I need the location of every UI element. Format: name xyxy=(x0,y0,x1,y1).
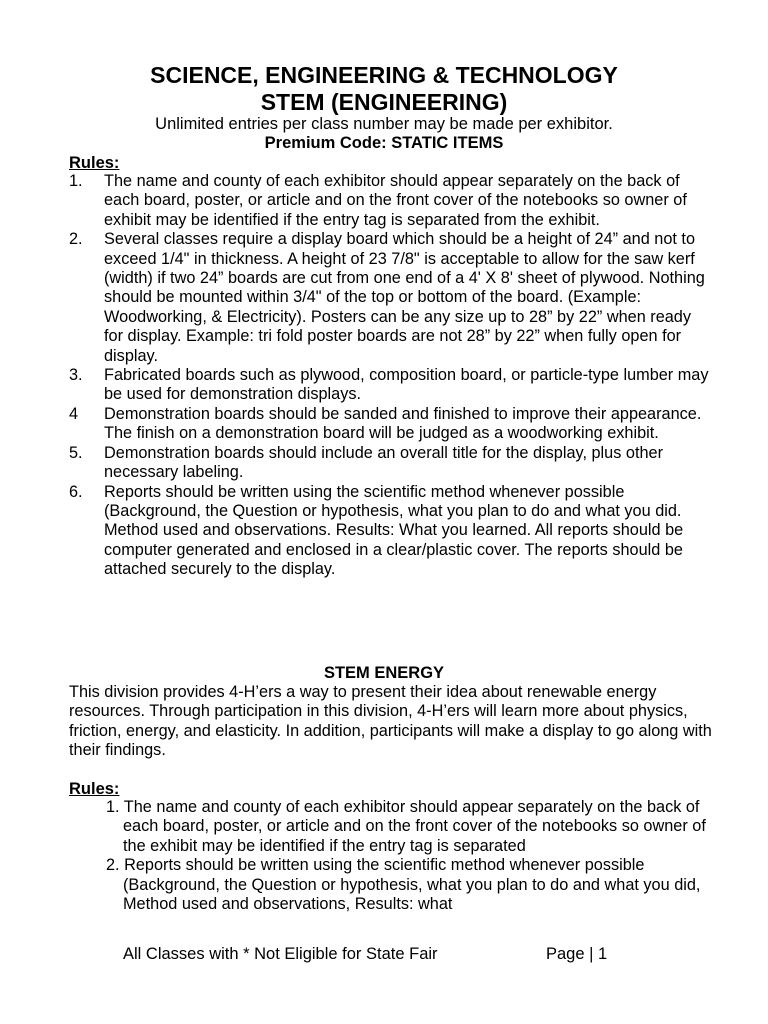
list-item xyxy=(69,405,709,444)
rules-heading: Rules: xyxy=(69,154,120,172)
rules-list xyxy=(106,798,706,914)
section-heading: STEM ENERGY xyxy=(323,664,445,682)
list-number: 4 xyxy=(69,404,79,423)
list-item xyxy=(69,483,709,580)
premium-code: Premium Code: STATIC ITEMS xyxy=(264,134,504,152)
list-text: Reports should be written using the scientific method whenever possible (Background, the Question or hypothesis, what you plan to do and what you did. Method used and observations. Results: What you learned. All reports should be computer generated and enclosed in a clear/plastic cover. The reports should be attached securely to the display. xyxy=(104,482,684,579)
rules-heading: Rules: xyxy=(69,780,120,798)
list-item: 2. Reports should be written using the scientific method whenever possible (Background, the Question or hypothesis, what you plan to do and what you did, Method used and observations, Results: what xyxy=(106,856,701,914)
list-text: Several classes require a display board which should be a height of 24” and not to exceed 1/4" in thickness. A height of 23 7/8" is acceptable to allow for the saw kerf (width) if two 24” boards are cut from one end of a 4' X 8' sheet of plywood. Nothing should be mounted within 3/4" of the top or bottom of the board. (Example: Woodworking, & Electricity). Posters can be any size up to 28” by 22” when ready for display. Example: tri fold poster boards are not 28” by 22” when fully open for display. xyxy=(104,230,705,365)
list-text: Demonstration boards should include an overall title for the display, plus other necessary labeling. xyxy=(104,443,663,482)
rules-list xyxy=(69,172,709,580)
list-text: Fabricated boards such as plywood, composition board, or particle-type lumber may be used for demonstration displays. xyxy=(104,366,709,404)
page-number: Page | 1 xyxy=(546,945,608,963)
list-item xyxy=(69,172,709,230)
list-item xyxy=(69,444,709,483)
page-title: SCIENCE, ENGINEERING & TECHNOLOGY xyxy=(150,62,618,88)
list-text: Demonstration boards should be sanded and finished to improve their appearance. The finish on a demonstration board will be judged as a woodworking exhibit. xyxy=(104,404,702,443)
list-number: 6. xyxy=(69,482,83,501)
list-number: 2. xyxy=(69,230,83,249)
list-text: The name and county of each exhibitor should appear separately on the back of each board, poster, or article and on the front cover of the notebooks so owner of exhibit may be identified if the entry tag is separated from the exhibit. xyxy=(104,172,687,229)
footer-note: All Classes with * Not Eligible for State Fair xyxy=(123,945,438,963)
page-subtitle: STEM (ENGINEERING) xyxy=(260,89,508,115)
list-item: 1. The name and county of each exhibitor should appear separately on the back of each board, poster, or article and on the front cover of the notebooks so owner of the exhibit may be identified if the entry tag is separated xyxy=(106,798,706,855)
list-number: 1. xyxy=(69,172,83,190)
list-number: 3. xyxy=(69,366,83,385)
section-paragraph: This division provides 4-H’ers a way to present their idea about renewable energy resources. Through participation in this division, 4-H’ers will learn more about physics, friction, energy, and elasticity. In addition, participants will make a display to go along with their findings. xyxy=(69,683,712,760)
list-item xyxy=(69,230,709,366)
intro-text: Unlimited entries per class number may be made per exhibitor. xyxy=(155,115,613,133)
list-number: 5. xyxy=(69,443,83,462)
list-item xyxy=(69,366,709,405)
